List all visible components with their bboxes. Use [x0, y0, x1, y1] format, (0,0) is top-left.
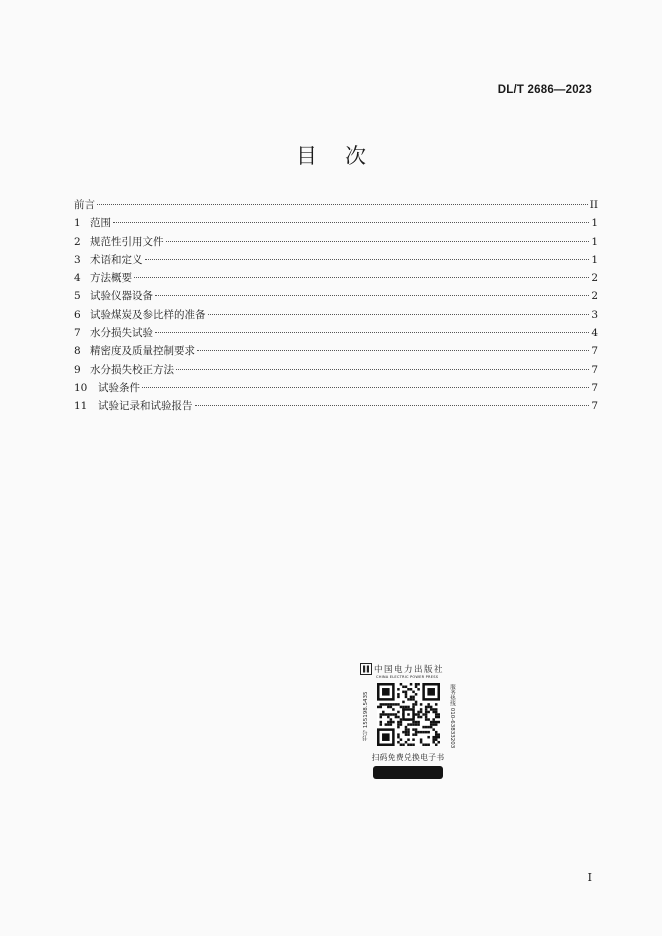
toc-label: 前言 [74, 199, 95, 211]
toc-page-number: 7 [591, 345, 598, 358]
toc-page-number: 4 [591, 327, 598, 340]
toc-leader-dots [166, 241, 590, 242]
toc-row[interactable] [74, 251, 598, 269]
toc-label: 水分损失校正方法 [90, 363, 174, 376]
toc-page-number: 7 [591, 400, 598, 413]
toc-page-number: 2 [591, 290, 598, 303]
qr-code-icon[interactable] [377, 683, 440, 746]
page-title: 目次 [296, 144, 394, 168]
toc-label: 精密度及质量控制要求 [90, 345, 195, 358]
toc-row[interactable] [74, 233, 598, 251]
toc-number: 4 [74, 272, 81, 285]
toc-row[interactable] [74, 269, 598, 287]
toc-page-number: II [589, 199, 598, 211]
toc-leader-dots [142, 387, 589, 388]
redeem-code-bar [373, 766, 443, 779]
toc-leader-dots [155, 295, 589, 296]
toc-row[interactable] [74, 287, 598, 305]
publisher-block [360, 662, 456, 779]
scan-caption: 扫码免费兑换电子书 [371, 753, 445, 762]
publisher-name-cn: 中国电力出版社 [374, 665, 445, 675]
toc-label: 水分损失试验 [90, 327, 153, 340]
toc-number: 1 [74, 217, 81, 230]
toc-label: 试验仪器设备 [90, 290, 153, 303]
toc-leader-dots [113, 222, 589, 223]
toc-number: 9 [74, 363, 81, 376]
toc-leader-dots [195, 405, 590, 406]
toc-page-number: 3 [591, 308, 598, 321]
toc-number: 10 [74, 381, 88, 394]
toc-row[interactable] [74, 342, 598, 360]
book-code-label: 书号 155198.5435 [363, 691, 369, 741]
publisher-logo [360, 662, 456, 676]
toc-label: 范围 [90, 217, 111, 230]
toc-row[interactable] [74, 196, 598, 214]
toc-page-number: 1 [591, 253, 598, 266]
toc-leader-dots [176, 369, 589, 370]
toc-row[interactable] [74, 214, 598, 232]
service-hotline-label: 服务热线 010-63833203 [449, 683, 455, 749]
toc-page-number: 1 [591, 235, 598, 248]
toc-number: 2 [74, 235, 81, 248]
publisher-name-en: CHINA ELECTRIC POWER PRESS [376, 675, 439, 679]
toc-label: 试验条件 [98, 381, 140, 394]
toc-label: 试验记录和试验报告 [98, 400, 193, 413]
toc-page-number: 1 [591, 217, 598, 230]
toc-leader-dots [134, 277, 589, 278]
toc-number: 6 [74, 308, 81, 321]
toc-page-number: 2 [591, 272, 598, 285]
standard-code: DL/T 2686—2023 [497, 84, 592, 96]
toc-row[interactable] [74, 306, 598, 324]
toc-row[interactable] [74, 397, 598, 415]
toc-row[interactable] [74, 379, 598, 397]
toc-label: 试验煤炭及参比样的准备 [90, 308, 206, 321]
toc-leader-dots [145, 259, 590, 260]
toc-number: 11 [74, 400, 88, 413]
publisher-logo-icon [360, 663, 372, 675]
toc-number: 7 [74, 327, 81, 340]
toc-page-number: 7 [591, 381, 598, 394]
page-number: I [587, 871, 592, 884]
toc-label: 术语和定义 [90, 253, 143, 266]
table-of-contents [74, 196, 598, 416]
toc-page-number: 7 [591, 363, 598, 376]
toc-leader-dots [155, 332, 589, 333]
toc-row[interactable] [74, 324, 598, 342]
toc-leader-dots [97, 204, 588, 205]
toc-leader-dots [208, 314, 590, 315]
toc-number: 5 [74, 290, 81, 303]
toc-number: 3 [74, 253, 81, 266]
toc-row[interactable] [74, 361, 598, 379]
qr-area [360, 682, 456, 750]
toc-label: 方法概要 [90, 272, 132, 285]
toc-label: 规范性引用文件 [90, 235, 164, 248]
toc-number: 8 [74, 345, 81, 358]
toc-leader-dots [197, 350, 589, 351]
